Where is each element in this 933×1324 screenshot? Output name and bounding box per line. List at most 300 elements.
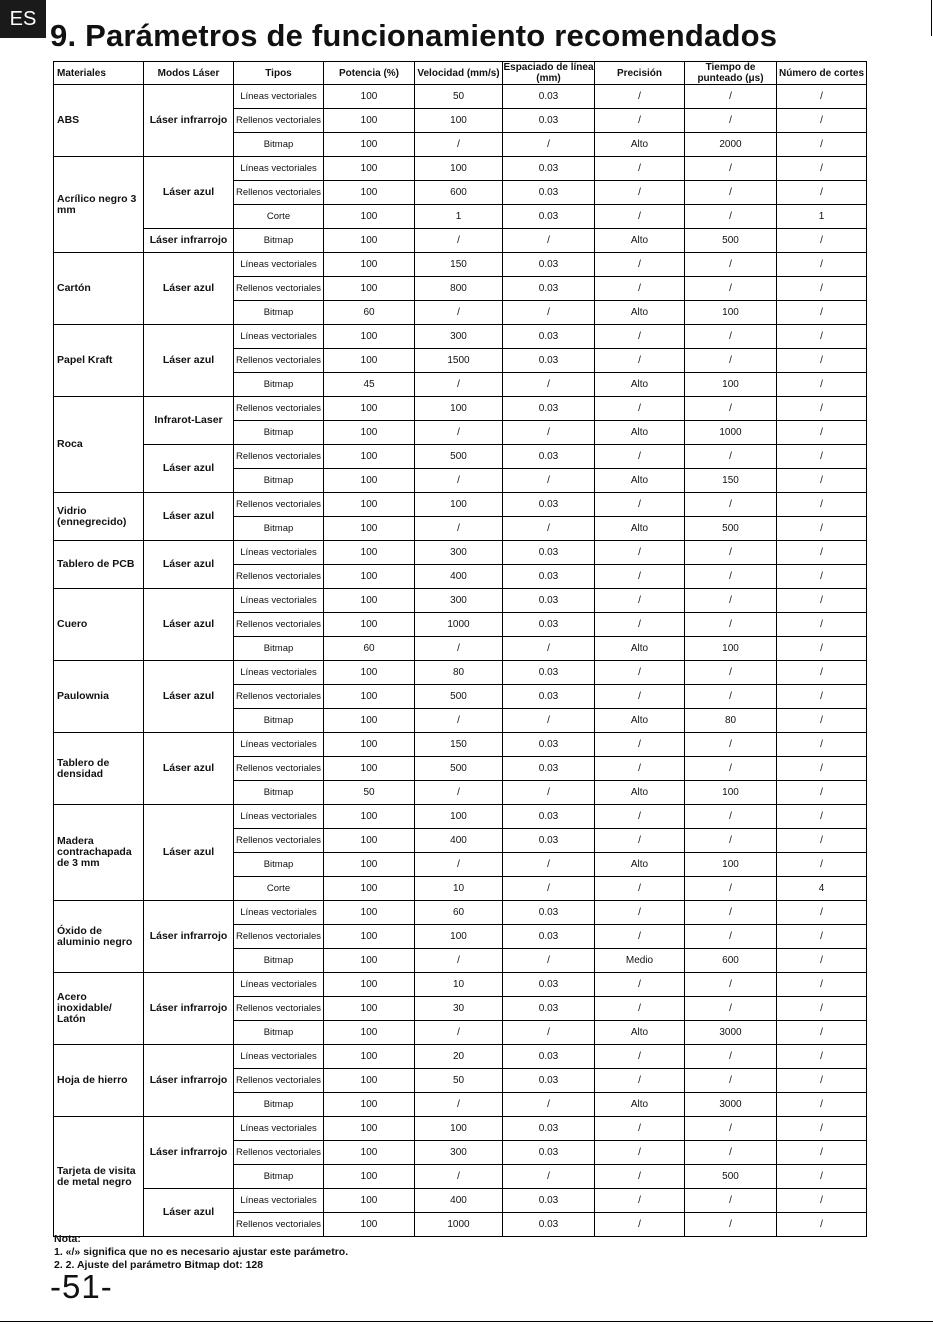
- laser-mode-cell: Láser azul: [144, 445, 234, 493]
- precision-cell: /: [595, 253, 685, 277]
- passes-cell: /: [777, 853, 867, 877]
- spacing-cell: /: [503, 877, 595, 901]
- precision-cell: /: [595, 805, 685, 829]
- type-cell: Bitmap: [234, 1093, 324, 1117]
- type-cell: Líneas vectoriales: [234, 157, 324, 181]
- power-cell: 100: [324, 133, 415, 157]
- speed-cell: 100: [415, 397, 503, 421]
- precision-cell: /: [595, 925, 685, 949]
- passes-cell: /: [777, 733, 867, 757]
- table-row: [54, 733, 867, 757]
- passes-cell: /: [777, 109, 867, 133]
- dot-time-cell: 100: [685, 781, 777, 805]
- type-cell: Rellenos vectoriales: [234, 829, 324, 853]
- material-cell: Cartón: [54, 253, 144, 325]
- speed-cell: /: [415, 517, 503, 541]
- type-cell: Líneas vectoriales: [234, 85, 324, 109]
- type-cell: Líneas vectoriales: [234, 805, 324, 829]
- passes-cell: /: [777, 349, 867, 373]
- laser-mode-cell: Láser infrarrojo: [144, 1117, 234, 1189]
- spacing-cell: 0.03: [503, 1117, 595, 1141]
- spacing-cell: 0.03: [503, 661, 595, 685]
- passes-cell: /: [777, 1189, 867, 1213]
- precision-cell: /: [595, 493, 685, 517]
- spacing-cell: /: [503, 637, 595, 661]
- precision-cell: /: [595, 85, 685, 109]
- power-cell: 100: [324, 877, 415, 901]
- spacing-cell: 0.03: [503, 973, 595, 997]
- dot-time-cell: 100: [685, 853, 777, 877]
- passes-cell: /: [777, 1141, 867, 1165]
- spacing-cell: /: [503, 301, 595, 325]
- dot-time-cell: 100: [685, 637, 777, 661]
- dot-time-cell: /: [685, 253, 777, 277]
- header-speed: Velocidad (mm/s): [415, 62, 503, 85]
- dot-time-cell: /: [685, 901, 777, 925]
- power-cell: 100: [324, 181, 415, 205]
- precision-cell: Alto: [595, 469, 685, 493]
- speed-cell: 300: [415, 541, 503, 565]
- passes-cell: /: [777, 541, 867, 565]
- precision-cell: /: [595, 1117, 685, 1141]
- type-cell: Líneas vectoriales: [234, 1189, 324, 1213]
- speed-cell: 150: [415, 733, 503, 757]
- passes-cell: /: [777, 85, 867, 109]
- precision-cell: /: [595, 973, 685, 997]
- notes: [54, 1233, 348, 1272]
- speed-cell: 1: [415, 205, 503, 229]
- power-cell: 100: [324, 1021, 415, 1045]
- spacing-cell: 0.03: [503, 397, 595, 421]
- table-row: [54, 1189, 867, 1213]
- laser-mode-cell: Láser azul: [144, 325, 234, 397]
- dot-time-cell: /: [685, 1117, 777, 1141]
- precision-cell: /: [595, 1213, 685, 1237]
- header-type: Tipos: [234, 62, 324, 85]
- precision-cell: /: [595, 349, 685, 373]
- precision-cell: Alto: [595, 853, 685, 877]
- type-cell: Bitmap: [234, 421, 324, 445]
- type-cell: Rellenos vectoriales: [234, 349, 324, 373]
- passes-cell: /: [777, 253, 867, 277]
- type-cell: Líneas vectoriales: [234, 901, 324, 925]
- spacing-cell: /: [503, 709, 595, 733]
- passes-cell: /: [777, 397, 867, 421]
- type-cell: Líneas vectoriales: [234, 733, 324, 757]
- type-cell: Líneas vectoriales: [234, 253, 324, 277]
- material-cell: Paulownia: [54, 661, 144, 733]
- dot-time-cell: /: [685, 565, 777, 589]
- passes-cell: /: [777, 301, 867, 325]
- speed-cell: 1500: [415, 349, 503, 373]
- passes-cell: /: [777, 661, 867, 685]
- power-cell: 100: [324, 949, 415, 973]
- power-cell: 100: [324, 541, 415, 565]
- type-cell: Corte: [234, 205, 324, 229]
- corner-line: [931, 0, 932, 36]
- table-row: [54, 445, 867, 469]
- dot-time-cell: /: [685, 685, 777, 709]
- power-cell: 100: [324, 469, 415, 493]
- type-cell: Líneas vectoriales: [234, 1045, 324, 1069]
- laser-mode-cell: Láser azul: [144, 253, 234, 325]
- material-cell: ABS: [54, 85, 144, 157]
- passes-cell: /: [777, 685, 867, 709]
- precision-cell: /: [595, 997, 685, 1021]
- spacing-cell: 0.03: [503, 1213, 595, 1237]
- type-cell: Rellenos vectoriales: [234, 1069, 324, 1093]
- speed-cell: 1000: [415, 1213, 503, 1237]
- passes-cell: /: [777, 1165, 867, 1189]
- precision-cell: Alto: [595, 1093, 685, 1117]
- precision-cell: /: [595, 1141, 685, 1165]
- passes-cell: /: [777, 973, 867, 997]
- speed-cell: 400: [415, 829, 503, 853]
- speed-cell: 300: [415, 589, 503, 613]
- type-cell: Rellenos vectoriales: [234, 493, 324, 517]
- header-power: Potencia (%): [324, 62, 415, 85]
- power-cell: 100: [324, 325, 415, 349]
- type-cell: Bitmap: [234, 637, 324, 661]
- type-cell: Bitmap: [234, 709, 324, 733]
- power-cell: 100: [324, 661, 415, 685]
- material-cell: Roca: [54, 397, 144, 493]
- dot-time-cell: /: [685, 397, 777, 421]
- passes-cell: /: [777, 757, 867, 781]
- table-row: [54, 229, 867, 253]
- spacing-cell: 0.03: [503, 757, 595, 781]
- power-cell: 100: [324, 205, 415, 229]
- passes-cell: /: [777, 325, 867, 349]
- power-cell: 100: [324, 277, 415, 301]
- page-number: -51-: [50, 1268, 113, 1305]
- laser-mode-cell: Infrarot-Laser: [144, 397, 234, 445]
- power-cell: 100: [324, 613, 415, 637]
- precision-cell: /: [595, 733, 685, 757]
- table-row: [54, 661, 867, 685]
- laser-mode-cell: Láser infrarrojo: [144, 973, 234, 1045]
- precision-cell: /: [595, 757, 685, 781]
- precision-cell: Alto: [595, 709, 685, 733]
- type-cell: Bitmap: [234, 1021, 324, 1045]
- table-row: [54, 1045, 867, 1069]
- spacing-cell: 0.03: [503, 277, 595, 301]
- table-row: [54, 85, 867, 109]
- spacing-cell: 0.03: [503, 493, 595, 517]
- spacing-cell: /: [503, 1165, 595, 1189]
- power-cell: 100: [324, 1093, 415, 1117]
- power-cell: 100: [324, 997, 415, 1021]
- type-cell: Rellenos vectoriales: [234, 277, 324, 301]
- passes-cell: /: [777, 469, 867, 493]
- dot-time-cell: 500: [685, 517, 777, 541]
- power-cell: 100: [324, 1213, 415, 1237]
- dot-time-cell: /: [685, 997, 777, 1021]
- speed-cell: /: [415, 709, 503, 733]
- spacing-cell: 0.03: [503, 1141, 595, 1165]
- dot-time-cell: /: [685, 829, 777, 853]
- table-row: [54, 589, 867, 613]
- power-cell: 100: [324, 733, 415, 757]
- type-cell: Líneas vectoriales: [234, 541, 324, 565]
- passes-cell: /: [777, 1213, 867, 1237]
- power-cell: 100: [324, 1069, 415, 1093]
- precision-cell: /: [595, 613, 685, 637]
- precision-cell: /: [595, 565, 685, 589]
- type-cell: Rellenos vectoriales: [234, 445, 324, 469]
- speed-cell: 300: [415, 325, 503, 349]
- power-cell: 100: [324, 397, 415, 421]
- passes-cell: /: [777, 613, 867, 637]
- precision-cell: Alto: [595, 229, 685, 253]
- power-cell: 100: [324, 685, 415, 709]
- spacing-cell: 0.03: [503, 1189, 595, 1213]
- material-cell: Papel Kraft: [54, 325, 144, 397]
- type-cell: Bitmap: [234, 853, 324, 877]
- dot-time-cell: /: [685, 925, 777, 949]
- type-cell: Rellenos vectoriales: [234, 613, 324, 637]
- speed-cell: /: [415, 949, 503, 973]
- speed-cell: /: [415, 781, 503, 805]
- precision-cell: /: [595, 1045, 685, 1069]
- dot-time-cell: 3000: [685, 1093, 777, 1117]
- page-title: 9. Parámetros de funcionamiento recomendados: [50, 18, 778, 53]
- spacing-cell: /: [503, 1021, 595, 1045]
- dot-time-cell: /: [685, 157, 777, 181]
- precision-cell: /: [595, 1189, 685, 1213]
- table-row: [54, 397, 867, 421]
- speed-cell: 500: [415, 757, 503, 781]
- speed-cell: 30: [415, 997, 503, 1021]
- power-cell: 100: [324, 1045, 415, 1069]
- speed-cell: 100: [415, 493, 503, 517]
- material-cell: Acrílico negro 3 mm: [54, 157, 144, 253]
- bottom-rule: [0, 1321, 933, 1322]
- passes-cell: /: [777, 1045, 867, 1069]
- table-row: [54, 1117, 867, 1141]
- speed-cell: 600: [415, 181, 503, 205]
- material-cell: Hoja de hierro: [54, 1045, 144, 1117]
- spacing-cell: 0.03: [503, 349, 595, 373]
- type-cell: Rellenos vectoriales: [234, 181, 324, 205]
- spacing-cell: 0.03: [503, 1045, 595, 1069]
- dot-time-cell: 500: [685, 1165, 777, 1189]
- power-cell: 100: [324, 589, 415, 613]
- power-cell: 100: [324, 109, 415, 133]
- speed-cell: 100: [415, 109, 503, 133]
- dot-time-cell: /: [685, 493, 777, 517]
- spacing-cell: 0.03: [503, 613, 595, 637]
- speed-cell: 100: [415, 157, 503, 181]
- spacing-cell: 0.03: [503, 109, 595, 133]
- spacing-cell: /: [503, 853, 595, 877]
- table-row: [54, 493, 867, 517]
- power-cell: 100: [324, 853, 415, 877]
- speed-cell: /: [415, 133, 503, 157]
- power-cell: 100: [324, 445, 415, 469]
- dot-time-cell: /: [685, 349, 777, 373]
- dot-time-cell: 3000: [685, 1021, 777, 1045]
- passes-cell: 1: [777, 205, 867, 229]
- passes-cell: /: [777, 373, 867, 397]
- type-cell: Rellenos vectoriales: [234, 997, 324, 1021]
- speed-cell: 60: [415, 901, 503, 925]
- dot-time-cell: /: [685, 109, 777, 133]
- precision-cell: /: [595, 109, 685, 133]
- passes-cell: /: [777, 781, 867, 805]
- spacing-cell: /: [503, 517, 595, 541]
- passes-cell: /: [777, 589, 867, 613]
- header-mode: Modos Láser: [144, 62, 234, 85]
- speed-cell: /: [415, 469, 503, 493]
- header-precision: Precisión: [595, 62, 685, 85]
- dot-time-cell: 150: [685, 469, 777, 493]
- note-line-2: 2. 2. Ajuste del parámetro Bitmap dot: 128: [54, 1259, 264, 1271]
- power-cell: 100: [324, 349, 415, 373]
- speed-cell: 500: [415, 445, 503, 469]
- passes-cell: /: [777, 133, 867, 157]
- speed-cell: 20: [415, 1045, 503, 1069]
- power-cell: 100: [324, 85, 415, 109]
- passes-cell: /: [777, 181, 867, 205]
- precision-cell: /: [595, 181, 685, 205]
- spacing-cell: 0.03: [503, 85, 595, 109]
- table-row: [54, 805, 867, 829]
- header-material: Materiales: [54, 62, 144, 85]
- power-cell: 60: [324, 301, 415, 325]
- spacing-cell: 0.03: [503, 181, 595, 205]
- power-cell: 60: [324, 637, 415, 661]
- type-cell: Rellenos vectoriales: [234, 757, 324, 781]
- spacing-cell: 0.03: [503, 901, 595, 925]
- laser-mode-cell: Láser azul: [144, 589, 234, 661]
- dot-time-cell: /: [685, 589, 777, 613]
- spacing-cell: 0.03: [503, 685, 595, 709]
- laser-mode-cell: Láser infrarrojo: [144, 901, 234, 973]
- note-line-1: 1. «/» significa que no es necesario ajustar este parámetro.: [54, 1246, 349, 1258]
- material-cell: Tablero de densidad: [54, 733, 144, 805]
- precision-cell: /: [595, 877, 685, 901]
- type-cell: Rellenos vectoriales: [234, 685, 324, 709]
- dot-time-cell: /: [685, 205, 777, 229]
- passes-cell: /: [777, 637, 867, 661]
- type-cell: Líneas vectoriales: [234, 589, 324, 613]
- spacing-cell: 0.03: [503, 157, 595, 181]
- spacing-cell: 0.03: [503, 925, 595, 949]
- passes-cell: /: [777, 229, 867, 253]
- type-cell: Bitmap: [234, 373, 324, 397]
- precision-cell: Alto: [595, 637, 685, 661]
- precision-cell: Medio: [595, 949, 685, 973]
- laser-mode-cell: Láser azul: [144, 733, 234, 805]
- dot-time-cell: /: [685, 805, 777, 829]
- type-cell: Líneas vectoriales: [234, 973, 324, 997]
- precision-cell: /: [595, 397, 685, 421]
- passes-cell: /: [777, 949, 867, 973]
- laser-mode-cell: Láser azul: [144, 1189, 234, 1237]
- power-cell: 50: [324, 781, 415, 805]
- passes-cell: /: [777, 709, 867, 733]
- power-cell: 100: [324, 805, 415, 829]
- speed-cell: 150: [415, 253, 503, 277]
- passes-cell: 4: [777, 877, 867, 901]
- spacing-cell: 0.03: [503, 829, 595, 853]
- dot-time-cell: /: [685, 445, 777, 469]
- power-cell: 100: [324, 565, 415, 589]
- passes-cell: /: [777, 829, 867, 853]
- speed-cell: /: [415, 1021, 503, 1045]
- spacing-cell: /: [503, 373, 595, 397]
- speed-cell: 50: [415, 1069, 503, 1093]
- spacing-cell: 0.03: [503, 565, 595, 589]
- speed-cell: 100: [415, 1117, 503, 1141]
- dot-time-cell: /: [685, 325, 777, 349]
- dot-time-cell: 1000: [685, 421, 777, 445]
- passes-cell: /: [777, 493, 867, 517]
- passes-cell: /: [777, 565, 867, 589]
- power-cell: 100: [324, 493, 415, 517]
- passes-cell: /: [777, 1093, 867, 1117]
- type-cell: Bitmap: [234, 229, 324, 253]
- laser-mode-cell: Láser infrarrojo: [144, 1045, 234, 1117]
- precision-cell: Alto: [595, 373, 685, 397]
- type-cell: Bitmap: [234, 133, 324, 157]
- dot-time-cell: /: [685, 733, 777, 757]
- spacing-cell: /: [503, 469, 595, 493]
- dot-time-cell: /: [685, 181, 777, 205]
- table-row: [54, 253, 867, 277]
- precision-cell: /: [595, 541, 685, 565]
- precision-cell: /: [595, 277, 685, 301]
- dot-time-cell: 100: [685, 301, 777, 325]
- speed-cell: /: [415, 373, 503, 397]
- dot-time-cell: /: [685, 1069, 777, 1093]
- spacing-cell: 0.03: [503, 445, 595, 469]
- spacing-cell: 0.03: [503, 733, 595, 757]
- spacing-cell: /: [503, 781, 595, 805]
- table-row: [54, 973, 867, 997]
- precision-cell: /: [595, 589, 685, 613]
- spacing-cell: /: [503, 1093, 595, 1117]
- table-row: [54, 901, 867, 925]
- speed-cell: /: [415, 1093, 503, 1117]
- passes-cell: /: [777, 901, 867, 925]
- power-cell: 45: [324, 373, 415, 397]
- dot-time-cell: /: [685, 1189, 777, 1213]
- speed-cell: /: [415, 1165, 503, 1189]
- passes-cell: /: [777, 277, 867, 301]
- power-cell: 100: [324, 1117, 415, 1141]
- spacing-cell: /: [503, 229, 595, 253]
- dot-time-cell: /: [685, 757, 777, 781]
- precision-cell: /: [595, 445, 685, 469]
- material-cell: Madera contrachapada de 3 mm: [54, 805, 144, 901]
- power-cell: 100: [324, 253, 415, 277]
- spacing-cell: 0.03: [503, 325, 595, 349]
- spacing-cell: /: [503, 421, 595, 445]
- spacing-cell: /: [503, 133, 595, 157]
- type-cell: Rellenos vectoriales: [234, 925, 324, 949]
- table-row: [54, 541, 867, 565]
- precision-cell: Alto: [595, 781, 685, 805]
- passes-cell: /: [777, 445, 867, 469]
- spacing-cell: 0.03: [503, 997, 595, 1021]
- type-cell: Líneas vectoriales: [234, 1117, 324, 1141]
- passes-cell: /: [777, 805, 867, 829]
- dot-time-cell: /: [685, 1141, 777, 1165]
- spacing-cell: 0.03: [503, 1069, 595, 1093]
- type-cell: Rellenos vectoriales: [234, 1141, 324, 1165]
